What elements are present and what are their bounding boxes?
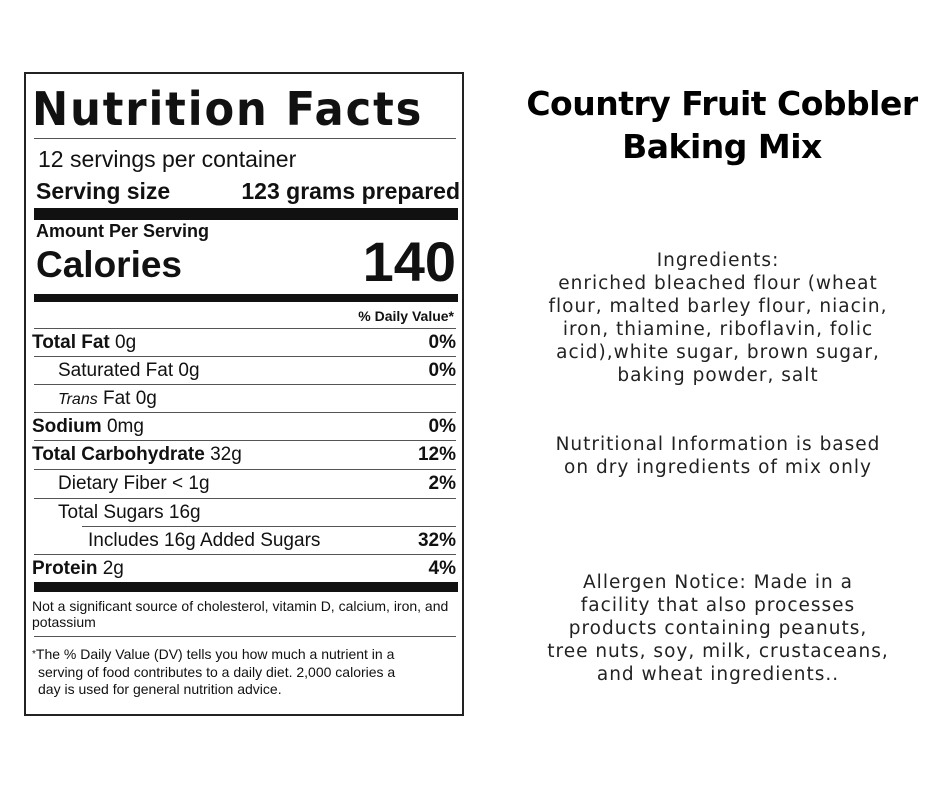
nutrition-note-line: Nutritional Information is based: [555, 434, 881, 455]
nutrient-name: Saturated Fat: [58, 359, 174, 381]
thick-divider: [34, 208, 458, 220]
daily-value-header: % Daily Value*: [358, 308, 454, 324]
amount-per-serving: Amount Per Serving: [36, 221, 210, 241]
calories-label: Calories: [36, 244, 183, 285]
nutrient-name: Total Fat: [32, 331, 110, 353]
divider: [34, 636, 456, 637]
serving-size-value: 123 grams prepared: [241, 178, 460, 204]
nutrient-amount: 0g: [178, 359, 200, 381]
product-title-line: Country Fruit Cobbler: [526, 84, 918, 123]
nutrient-name: Trans: [58, 390, 98, 408]
nutrient-row-protein: [32, 555, 458, 582]
ingredients-line: iron, thiamine, riboflavin, folic: [562, 319, 874, 340]
nutrient-name: Includes 16g Added Sugars: [88, 529, 321, 551]
nutrient-daily-value: 12%: [417, 443, 456, 465]
allergen-line: Allergen Notice: Made in a: [583, 572, 853, 593]
allergen-line: tree nuts, soy, milk, crustaceans,: [547, 641, 889, 662]
nutrition-facts-label: [24, 72, 464, 716]
nutrient-name: Sodium: [32, 415, 102, 437]
nutrient-amount: 0g: [115, 331, 137, 353]
allergen-line: and wheat ingredients..: [596, 664, 840, 685]
footnote-line: day is used for general nutrition advice.: [38, 681, 282, 697]
ingredients-line: acid),white sugar, brown sugar,: [556, 342, 880, 363]
nutrient-row-saturated-fat: [32, 357, 458, 384]
footnote-line: serving of food contributes to a daily diet. 2,000 calories a: [38, 663, 396, 680]
nutrient-row-total-sugars: [32, 499, 458, 526]
footnote-daily-value: [32, 646, 452, 699]
thick-divider: [34, 582, 458, 592]
nutrient-amount: 32g: [210, 443, 242, 465]
ingredients-list: [510, 272, 926, 387]
ingredients-line: flour, malted barley flour, niacin,: [548, 296, 888, 317]
nutrient-daily-value: 4%: [428, 557, 456, 579]
nutrient-name: Protein: [32, 557, 98, 579]
nutrient-row-total-carbohydrate: [32, 441, 458, 468]
nutrition-facts-title: Nutrition Facts: [32, 82, 424, 136]
product-title: [494, 82, 940, 168]
nutrient-row-sodium: [32, 413, 458, 440]
nutrient-daily-value: 0%: [428, 331, 456, 353]
nutrition-note: [510, 433, 926, 479]
nutrient-amount: 16g: [168, 501, 201, 523]
ingredients-line: enriched bleached flour (wheat: [558, 273, 878, 294]
servings-per-container: 12 servings per container: [38, 146, 297, 172]
nutrient-amount: < 1g: [172, 472, 210, 494]
footnote-not-significant-source: Not a significant source of cholesterol, vitamin D, calcium, iron, and potassium: [32, 598, 449, 630]
ingredients-heading: Ingredients:: [656, 250, 780, 271]
nutrient-row-trans-fat: [32, 385, 458, 412]
nutrient-row-dietary-fiber: [32, 470, 458, 497]
divider: [34, 138, 456, 139]
ingredients-line: baking powder, salt: [617, 365, 819, 386]
nutrient-name: Total Sugars: [58, 501, 164, 523]
nutrient-amount: 0mg: [106, 415, 144, 437]
nutrient-daily-value: 2%: [428, 472, 456, 494]
nutrient-amount: Fat 0g: [103, 387, 157, 409]
product-title-line: Baking Mix: [622, 127, 822, 166]
footnote-line: The % Daily Value (DV) tells you how much a nutrient in a: [35, 646, 395, 662]
allergen-line: products containing peanuts,: [568, 618, 868, 639]
nutrient-daily-value: 0%: [428, 415, 456, 437]
serving-size: [36, 178, 460, 205]
nutrient-amount: 2g: [102, 557, 124, 579]
nutrient-name: Total Carbohydrate: [32, 443, 205, 465]
medium-divider: [34, 294, 458, 302]
serving-size-label: Serving size: [36, 178, 171, 204]
nutrient-daily-value: 32%: [417, 529, 456, 551]
calories-value: 140: [362, 230, 456, 293]
nutrient-row-added-sugars: [32, 527, 458, 554]
allergen-notice: [510, 571, 926, 686]
nutrient-daily-value: 0%: [428, 359, 456, 381]
allergen-line: facility that also processes: [580, 595, 856, 616]
nutrient-name: Dietary Fiber: [58, 472, 167, 494]
nutrient-row-total-fat: [32, 329, 458, 356]
nutrition-note-line: on dry ingredients of mix only: [564, 457, 872, 478]
footnote-asterisk: *: [32, 649, 36, 660]
